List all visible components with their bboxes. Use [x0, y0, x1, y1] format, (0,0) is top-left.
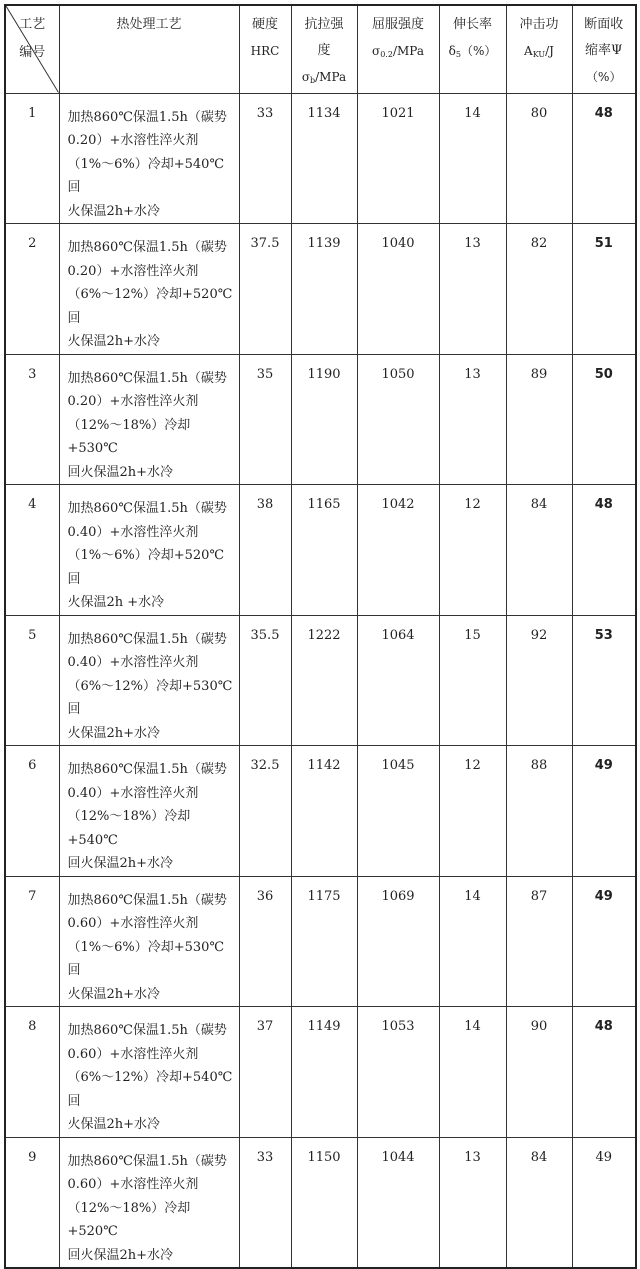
tensile-cell: 1190 — [291, 354, 357, 485]
process-cell — [59, 615, 239, 746]
tensile-cell: 1149 — [291, 1007, 357, 1138]
hardness-cell: 32.5 — [239, 746, 291, 877]
tensile-cell: 1222 — [291, 615, 357, 746]
process-line: 加热860℃保温1.5h（碳势 — [67, 370, 227, 386]
hardness-cell: 36 — [239, 876, 291, 1007]
reduction-cell: 48 — [572, 485, 636, 616]
header-tensile-strength: 抗拉强 度 σb/MPa — [291, 5, 357, 93]
process-cell — [59, 1137, 239, 1268]
elongation-cell: 14 — [439, 1007, 506, 1138]
table-row — [5, 93, 636, 224]
process-cell — [59, 224, 239, 355]
process-cell — [59, 93, 239, 224]
process-line: （1%～6%）冷却+540℃回 — [67, 156, 224, 195]
yield-cell: 1042 — [357, 485, 439, 616]
process-line: 火保温2h+水冷 — [67, 334, 161, 349]
process-line: 加热860℃保温1.5h（碳势 — [67, 501, 227, 516]
process-line: 回火保温2h+水冷 — [67, 856, 174, 871]
yield-cell: 1064 — [357, 615, 439, 746]
yield-cell: 1021 — [357, 93, 439, 224]
yield-cell: 1045 — [357, 746, 439, 877]
impact-cell: 92 — [506, 615, 572, 746]
hardness-cell: 33 — [239, 1137, 291, 1268]
process-line: 0.20）+水溶性淬火剂 — [67, 263, 199, 279]
process-line: 回火保温2h+水冷 — [67, 1247, 174, 1263]
header-area-reduction: 断面收 缩率Ψ （%） — [572, 5, 636, 93]
impact-cell: 87 — [506, 876, 572, 1007]
impact-cell: 88 — [506, 746, 572, 877]
reduction-cell: 48 — [572, 1007, 636, 1138]
process-cell — [59, 485, 239, 616]
process-id-cell: 7 — [5, 876, 59, 1007]
process-cell — [59, 876, 239, 1007]
header-process-id — [5, 5, 59, 93]
process-line: 加热860℃保温1.5h（碳势 — [67, 109, 227, 125]
process-id-cell: 2 — [5, 224, 59, 355]
hardness-cell: 35.5 — [239, 615, 291, 746]
process-line: 加热860℃保温1.5h（碳势 — [67, 631, 227, 647]
header-process-id-line1: 工艺 — [19, 17, 46, 32]
impact-cell: 90 — [506, 1007, 572, 1138]
process-line: 火保温2h+水冷 — [67, 725, 161, 741]
process-line: （6%～12%）冷却+520℃回 — [67, 287, 233, 326]
reduction-cell: 49 — [572, 1137, 636, 1268]
process-line: 火保温2h+水冷 — [67, 986, 161, 1002]
process-line: （12%～18%）冷却+540℃ — [67, 809, 191, 848]
process-line: 加热860℃保温1.5h（碳势 — [67, 762, 227, 777]
elongation-cell: 15 — [439, 615, 506, 746]
hardness-cell: 37.5 — [239, 224, 291, 355]
yield-cell: 1040 — [357, 224, 439, 355]
process-line: （6%～12%）冷却+540℃回 — [67, 1070, 233, 1109]
impact-cell: 80 — [506, 93, 572, 224]
header-yield-strength: 屈服强度 σ0.2/MPa — [357, 5, 439, 93]
impact-cell: 84 — [506, 1137, 572, 1268]
table-row — [5, 746, 636, 877]
process-line: 0.20）+水溶性淬火剂 — [67, 394, 199, 409]
process-id-cell: 1 — [5, 93, 59, 224]
tensile-cell: 1175 — [291, 876, 357, 1007]
yield-cell: 1069 — [357, 876, 439, 1007]
hardness-cell: 35 — [239, 354, 291, 485]
process-line: （12%～18%）冷却+530℃ — [67, 417, 191, 456]
reduction-cell: 48 — [572, 93, 636, 224]
impact-cell: 84 — [506, 485, 572, 616]
process-id-cell: 9 — [5, 1137, 59, 1268]
process-line: 0.40）+水溶性淬火剂 — [67, 655, 199, 670]
yield-cell: 1044 — [357, 1137, 439, 1268]
hardness-cell: 37 — [239, 1007, 291, 1138]
process-line: （1%～6%）冷却+520℃回 — [67, 548, 224, 587]
tensile-cell: 1134 — [291, 93, 357, 224]
process-line: （12%～18%）冷却+520℃ — [67, 1200, 191, 1239]
process-line: （6%～12%）冷却+530℃回 — [67, 678, 233, 717]
yield-cell: 1053 — [357, 1007, 439, 1138]
reduction-cell: 49 — [572, 746, 636, 877]
hardness-cell: 33 — [239, 93, 291, 224]
process-line: 0.60）+水溶性淬火剂 — [67, 916, 199, 931]
reduction-cell: 49 — [572, 876, 636, 1007]
table-row — [5, 615, 636, 746]
header-hardness: 硬度 HRC — [239, 5, 291, 93]
process-line: 0.40）+水溶性淬火剂 — [67, 785, 199, 801]
process-line: 火保温2h+水冷 — [67, 203, 161, 219]
process-line: 加热860℃保温1.5h（碳势 — [67, 240, 227, 255]
header-process: 热处理工艺 — [59, 5, 239, 93]
elongation-cell: 13 — [439, 1137, 506, 1268]
tensile-cell: 1142 — [291, 746, 357, 877]
elongation-cell: 13 — [439, 224, 506, 355]
elongation-cell: 13 — [439, 354, 506, 485]
process-line: 0.60）+水溶性淬火剂 — [67, 1177, 199, 1192]
process-cell — [59, 746, 239, 877]
process-id-cell: 5 — [5, 615, 59, 746]
elongation-cell: 14 — [439, 93, 506, 224]
process-line: 火保温2h +水冷 — [67, 595, 165, 610]
hardness-cell: 38 — [239, 485, 291, 616]
table-row — [5, 1007, 636, 1138]
reduction-cell: 51 — [572, 224, 636, 355]
process-line: 火保温2h+水冷 — [67, 1117, 161, 1132]
impact-cell: 89 — [506, 354, 572, 485]
process-line: 0.60）+水溶性淬火剂 — [67, 1046, 199, 1062]
yield-cell: 1050 — [357, 354, 439, 485]
header-impact-energy: 冲击功 AKU/J — [506, 5, 572, 93]
process-line: 加热860℃保温1.5h（碳势 — [67, 892, 227, 908]
process-id-cell: 4 — [5, 485, 59, 616]
process-line: 0.40）+水溶性淬火剂 — [67, 524, 199, 540]
table-row — [5, 485, 636, 616]
process-cell — [59, 354, 239, 485]
header-process-id-line2: 编号 — [19, 45, 46, 60]
process-cell — [59, 1007, 239, 1138]
process-id-cell: 3 — [5, 354, 59, 485]
process-id-cell: 8 — [5, 1007, 59, 1138]
process-line: 加热860℃保温1.5h（碳势 — [67, 1153, 227, 1169]
reduction-cell: 50 — [572, 354, 636, 485]
tensile-cell: 1165 — [291, 485, 357, 616]
elongation-cell: 14 — [439, 876, 506, 1007]
elongation-cell: 12 — [439, 485, 506, 616]
process-id-cell: 6 — [5, 746, 59, 877]
process-line: 加热860℃保温1.5h（碳势 — [67, 1023, 227, 1038]
impact-cell: 82 — [506, 224, 572, 355]
table-row — [5, 354, 636, 485]
process-line: （1%～6%）冷却+530℃回 — [67, 939, 224, 978]
header-row — [5, 5, 636, 93]
table-row — [5, 876, 636, 1007]
heat-treatment-table — [4, 4, 637, 1269]
tensile-cell: 1139 — [291, 224, 357, 355]
process-line: 回火保温2h+水冷 — [67, 464, 174, 480]
table-row — [5, 1137, 636, 1268]
table-row — [5, 224, 636, 355]
tensile-cell: 1150 — [291, 1137, 357, 1268]
process-line: 0.20）+水溶性淬火剂 — [67, 133, 199, 148]
header-elongation: 伸长率 δ5（%） — [439, 5, 506, 93]
elongation-cell: 12 — [439, 746, 506, 877]
reduction-cell: 53 — [572, 615, 636, 746]
